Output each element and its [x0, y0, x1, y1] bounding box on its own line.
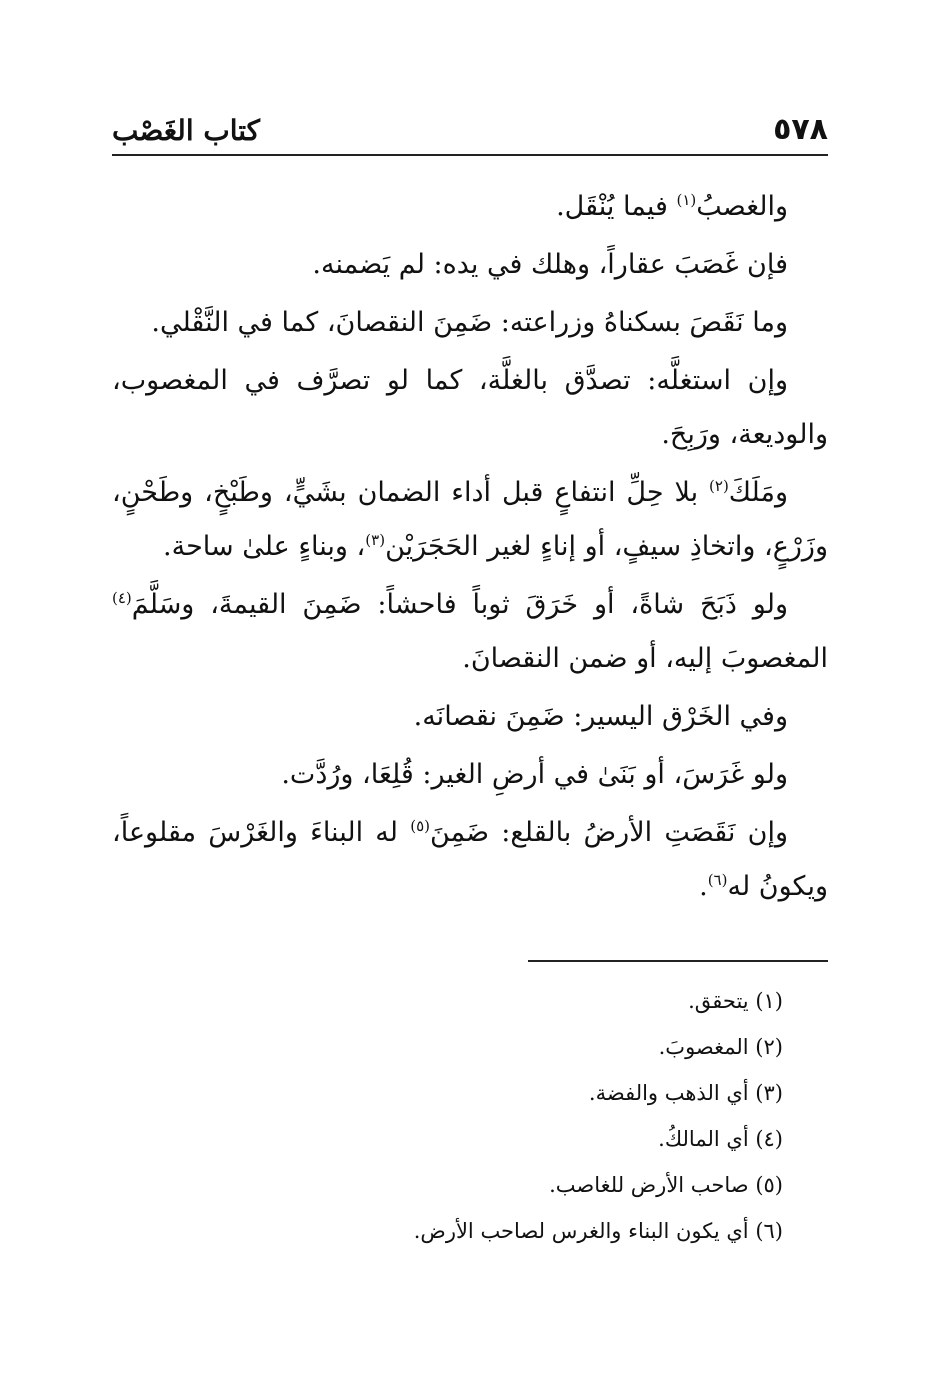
footnote-marker: (٣) — [365, 531, 386, 549]
footnote-marker: (٤) — [112, 589, 132, 607]
paragraph-9 — [112, 806, 828, 914]
page-header — [112, 108, 828, 156]
page-number: ٥٧٨ — [773, 112, 828, 147]
paragraph-text: له البناءَ والغَرْسَ مقلوعاً، ويكونُ له — [112, 817, 828, 902]
paragraph-text: وما نَقَصَ بسكناهُ وزراعته: ضَمِنَ النقصانَ، كما في النَّقْلي. — [151, 307, 788, 338]
paragraph-text: فيما يُنْقَل. — [556, 191, 677, 222]
paragraph-1 — [112, 180, 828, 234]
paragraph-text: . — [699, 871, 708, 902]
footnote-marker: (٦) — [707, 871, 728, 889]
footnote-separator — [528, 960, 828, 962]
footnotes — [300, 982, 783, 1258]
paragraph-6 — [112, 578, 828, 686]
paragraph-5 — [112, 466, 828, 574]
footnote-6: (٦) أي يكون البناء والغرس لصاحب الأرض. — [413, 1219, 783, 1243]
paragraph-2 — [112, 238, 828, 292]
footnote-marker: (١) — [676, 191, 697, 209]
running-title: كتاب الغَصْب — [112, 114, 261, 147]
paragraph-text: ، وبناءٍ علىٰ ساحة. — [163, 531, 366, 562]
paragraph-4 — [112, 354, 828, 462]
main-text — [112, 180, 828, 918]
paragraph-text: ومَلَكَ — [728, 477, 788, 508]
paragraph-7 — [112, 690, 828, 744]
footnote-marker: (٢) — [709, 477, 729, 495]
paragraph-text: ولو غَرَسَ، أو بَنَىٰ في أرضِ الغير: قُلِعَا، ورُدَّت. — [281, 759, 788, 790]
paragraph-text: فإن غَصَبَ عقاراً، وهلك في يده: لم يَضمنه. — [312, 249, 788, 280]
footnote-5: (٥) صاحب الأرض للغاصب. — [549, 1173, 783, 1197]
paragraph-text: ولو ذَبَحَ شاةً، أو خَرَقَ ثوباً فاحشاً: ضَمِنَ القيمةَ، وسَلَّمَ — [131, 589, 788, 620]
paragraph-text: وفي الخَرْق اليسير: ضَمِنَ نقصانَه. — [413, 701, 788, 732]
paragraph-text: وإن نَقَصَتِ الأرضُ بالقلع: ضَمِنَ — [429, 817, 788, 848]
footnote-marker: (٥) — [410, 817, 430, 835]
footnote-4: (٤) أي المالكُ. — [658, 1127, 783, 1151]
paragraph-3 — [112, 296, 828, 350]
paragraph-text: المغصوبَ إليه، أو ضمن النقصانَ. — [462, 643, 828, 674]
footnote-2: (٢) المغصوبَ. — [658, 1035, 783, 1059]
paragraph-text: بلا حِلِّ انتفاعٍ قبل أداء الضمان بشَيٍّ، وطَبْخٍ، وطَحْنٍ، وزَرْعٍ، واتخاذِ سيفٍ، أو إناءٍ لغير الحَجَرَيْن — [112, 477, 828, 562]
paragraph-8 — [112, 748, 828, 802]
paragraph-text: والغصبُ — [696, 191, 788, 222]
paragraph-text: وإن استغلَّه: تصدَّق بالغلَّة، كما لو تصرَّف في المغصوب، والوديعة، ورَبِحَ. — [112, 365, 828, 450]
footnote-3: (٣) أي الذهب والفضة. — [588, 1081, 783, 1105]
footnote-1: (١) يتحقق. — [688, 989, 783, 1013]
